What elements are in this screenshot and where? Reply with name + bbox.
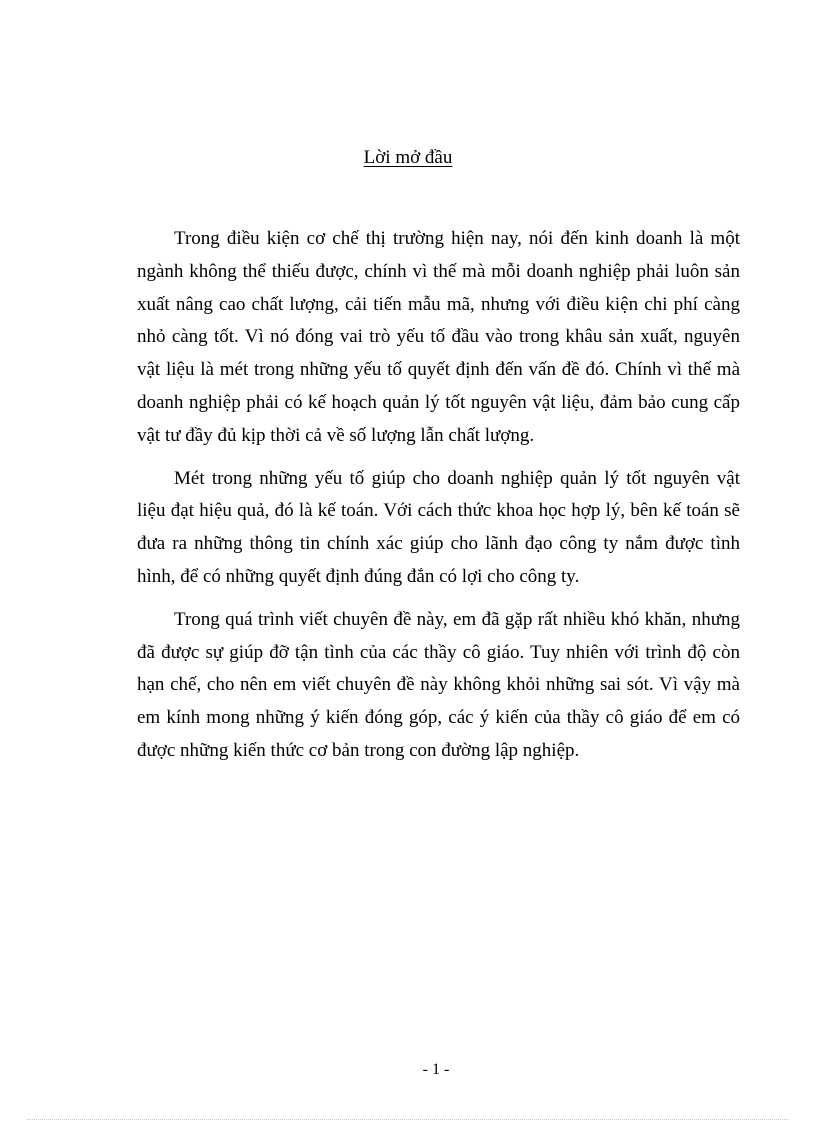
page-number: - 1 - — [422, 1061, 450, 1078]
paragraph-accounting: Mét trong những yếu tố giúp cho doanh nghiệp quản lý tốt nguyên vật liệu đạt hiệu quả, đó là kế toán. Với cách thức khoa học hợp lý, bên kế toán sẽ đưa ra những thông tin chính xác giúp cho lãnh đạo công ty nắm được tình hình, để có những quyết định đúng đắn có lợi cho công ty. — [137, 467, 740, 587]
page-title: Lời mở đầu — [363, 147, 453, 168]
document-body — [137, 223, 740, 778]
paragraph-closing: Trong quá trình viết chuyên đề này, em đã gặp rất nhiều khó khăn, nhưng đã được sự giúp đỡ tận tình của các thầy cô giáo. Tuy nhiên với trình độ còn hạn chế, cho nên em viết chuyên đề này không khỏi những sai sót. Vì vậy mà em kính mong những ý kiến đóng góp, các ý kiến của thầy cô giáo để em có được những kiến thức cơ bản trong con đường lập nghiệp. — [137, 608, 740, 761]
page-bottom-divider — [27, 1119, 789, 1120]
paragraph-intro: Trong điều kiện cơ chế thị trường hiện nay, nói đến kinh doanh là một ngành không thể thiếu được, chính vì thế mà mỗi doanh nghiệp phải luôn sản xuất nâng cao chất lượng, cải tiến mẫu mã, nhưng với điều kiện chi phí càng nhỏ càng tốt. Vì nó đóng vai trò yếu tố đầu vào trong khâu sản xuất, nguyên vật liệu là mét trong những yếu tố quyết định đến vấn đề đó. Chính vì thế mà doanh nghiệp phải có kế hoạch quản lý tốt nguyên vật liệu, đảm bảo cung cấp vật tư đầy đủ kịp thời cả về số lượng lẫn chất lượng. — [137, 228, 740, 446]
